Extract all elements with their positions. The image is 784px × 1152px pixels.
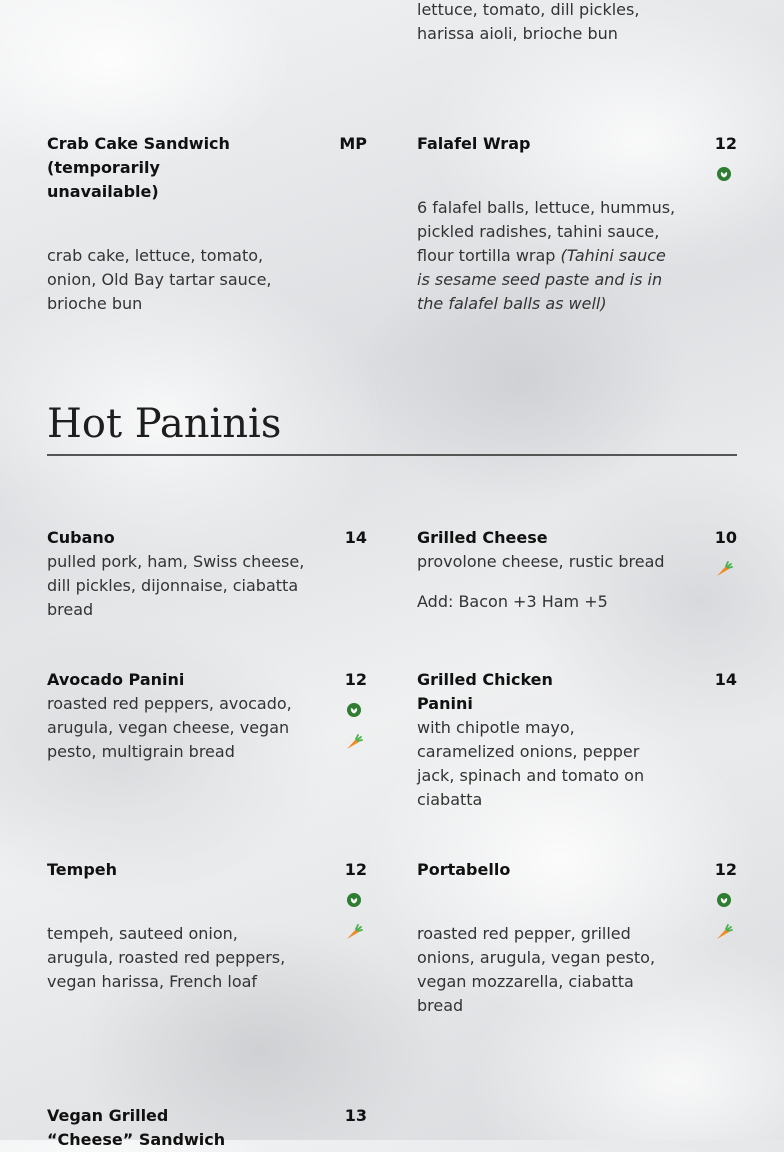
menu-item-name: Grilled Chicken Panini xyxy=(417,670,553,713)
menu-item-price: 14 xyxy=(714,670,737,689)
section-title: Hot Paninis xyxy=(47,401,282,447)
carrot-icon xyxy=(714,558,734,578)
menu-item-description: crab cake, lettuce, tomato, onion, Old Bay tartar sauce, brioche bun xyxy=(47,246,272,313)
menu-item-name: Tempeh xyxy=(47,860,118,879)
menu-item-description: pulled pork, ham, Swiss cheese, dill pickles, dijonnaise, ciabatta bread xyxy=(47,552,305,619)
menu-item-price: 12 xyxy=(344,860,367,879)
description-text: 6 falafel balls, lettuce, hummus, pickled radishes, tahini sauce, flour tortilla wrap xyxy=(417,198,676,265)
dietary-icons xyxy=(712,893,736,941)
vegan-icon xyxy=(717,893,731,907)
menu-item-addon: Add: Bacon +3 Ham +5 xyxy=(417,592,608,611)
menu-item-name: Avocado Panini xyxy=(47,670,185,689)
menu-item-description xyxy=(417,196,679,316)
carrot-icon xyxy=(344,921,364,941)
vegan-icon xyxy=(347,893,361,907)
vegan-icon xyxy=(347,703,361,717)
menu-item-name: Grilled Cheese xyxy=(417,528,548,547)
menu-item-price: 13 xyxy=(344,1106,367,1125)
menu-item-name: Falafel Wrap xyxy=(417,134,531,153)
menu-item-description: with chipotle mayo, caramelized onions, pepper jack, spinach and tomato on ciabatta xyxy=(417,718,645,809)
menu-item-price: 12 xyxy=(714,134,737,153)
vegan-icon xyxy=(717,167,731,181)
allergen-note: (Tahini sauce is sesame seed paste and is in the falafel balls as well) xyxy=(417,246,666,313)
menu-item-description: provolone cheese, rustic bread xyxy=(417,552,665,571)
menu-item-description: tempeh, sauteed onion, arugula, roasted red peppers, vegan harissa, French loaf xyxy=(47,924,286,991)
menu-item-price: 12 xyxy=(714,860,737,879)
menu-item-name: Vegan Grilled “Cheese” Sandwich xyxy=(47,1106,226,1149)
menu-item-name: Portabello xyxy=(417,860,511,879)
menu-item-description: lettuce, tomato, dill pickles, harissa aioli, brioche bun xyxy=(417,0,640,43)
dietary-icons xyxy=(712,167,736,181)
menu-item-price: 10 xyxy=(714,528,737,547)
section-divider xyxy=(47,454,737,456)
dietary-icons xyxy=(342,703,366,751)
menu-item-price: 14 xyxy=(344,528,367,547)
menu-item-name: Crab Cake Sandwich (temporarily unavailable) xyxy=(47,134,230,201)
menu-item-description: roasted red pepper, grilled onions, arugula, vegan pesto, vegan mozzarella, ciabatta bread xyxy=(417,924,656,1015)
menu-item-name: Cubano xyxy=(47,528,115,547)
menu-item-price: MP xyxy=(339,134,367,153)
carrot-icon xyxy=(714,921,734,941)
menu-item-price: 12 xyxy=(344,670,367,689)
dietary-icons xyxy=(712,558,736,578)
menu-item-description: roasted red peppers, avocado, arugula, vegan cheese, vegan pesto, multigrain bread xyxy=(47,694,292,761)
carrot-icon xyxy=(344,731,364,751)
dietary-icons xyxy=(342,893,366,941)
